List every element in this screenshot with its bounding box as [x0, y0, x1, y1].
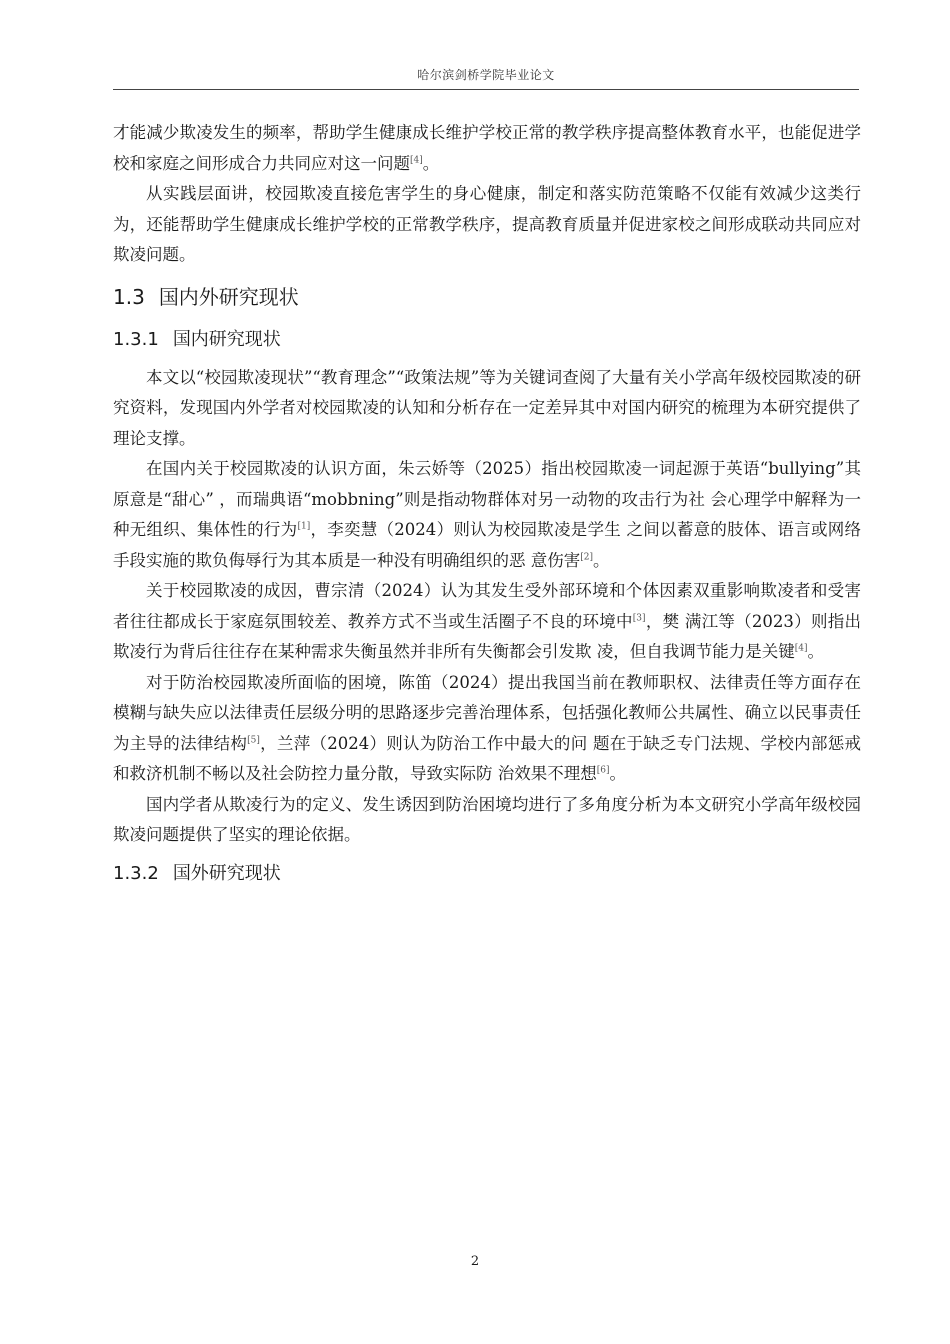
section-heading-1-3-2: [113, 857, 861, 891]
paragraph-tail: 。: [609, 764, 626, 783]
paragraph-domestic-difficulties: [113, 668, 861, 790]
citation-ref: [4]: [794, 643, 808, 654]
citation-ref: [3]: [632, 613, 646, 623]
paragraph-domestic-causes: [113, 576, 861, 668]
paragraph-continued: [113, 118, 861, 179]
section-heading-1-3: [113, 279, 861, 315]
citation-ref: [4]: [410, 155, 423, 165]
paragraph-text: 关于校园欺凌的成因，曹宗清（2024）认为其发生受外部环境和个体因素双重影响欺凌者和受害者往往都成长于家庭氛围较差、教养方式不当或生活圈子不良的环境中: [113, 581, 861, 631]
paragraph-text: ，兰萍（2024）则认为防治工作中最大的问 题在于缺乏专门法规、学校内部惩戒和救济机制不畅以及社会防控力量分散，导致实际防 治效果不理想: [113, 733, 861, 783]
section-title: 国内研究现状: [172, 328, 281, 350]
section-number: 1.3: [113, 284, 145, 309]
section-number: 1.3.2: [113, 862, 159, 884]
running-header: 哈尔滨剑桥学院毕业论文: [417, 68, 555, 82]
paragraph-domestic-definition: [113, 454, 861, 576]
paragraph-text: ，李奕慧（2024）则认为校园欺凌是学生 之间以蓄意的肢体、语言或网络手段实施的欺负侮辱行为其本质是一种没有明确组织的恶 意伤害: [113, 520, 861, 570]
citation-ref: [6]: [596, 765, 610, 776]
paragraph-domestic-intro: 本文以“校园欺凌现状”“教育理念”“政策法规”等为关键词查阅了大量有关小学高年级校园欺凌的研究资料，发现国内外学者对校园欺凌的认知和分析存在一定差异其中对国内研究的梳理为本研究提供了理论支撑。: [113, 367, 861, 448]
page-number: 2: [470, 1254, 480, 1269]
citation-ref: [2]: [580, 552, 593, 562]
section-title: 国内外研究现状: [158, 284, 299, 309]
section-title: 国外研究现状: [172, 862, 281, 884]
paragraph-tail: 。: [422, 153, 440, 173]
section-number: 1.3.1: [113, 328, 159, 350]
paragraph-text: 在国内关于校园欺凌的认识方面，朱云娇等（2025）指出校园欺凌一词起源于英语“bullying”其原意是“甜心” ，而瑞典语“mobbning”则是指动物群体对另一动物的攻击行为社 会心理学中解释为一种无组织、集体性的行为: [113, 459, 861, 539]
section-heading-1-3-1: [113, 323, 861, 357]
paragraph-tail: 。: [807, 642, 824, 661]
paragraph-practice: 从实践层面讲，校园欺凌直接危害学生的身心健康，制定和落实防范策略不仅能有效减少这类行为，还能帮助学生健康成长维护学校的正常教学秩序，提高教育质量并促进家校之间形成联动共同应对欺凌问题。: [113, 184, 861, 264]
citation-ref: [5]: [247, 735, 260, 745]
paragraph-text: 对于防治校园欺凌所面临的困境，陈笛（2024）提出我国当前在教师职权、法律责任等方面存在模糊与缺失应以法律责任层级分明的思路逐步完善治理体系，包括强化教师公共属性、确立以民事责任为主导的法律结构: [113, 672, 861, 753]
citation-ref: [1]: [297, 521, 311, 532]
paragraph-tail: 。: [593, 550, 610, 570]
paragraph-text: 才能减少欺凌发生的频率，帮助学生健康成长维护学校正常的教学秩序提高整体教育水平，也能促进学校和家庭之间形成合力共同应对这一问题: [113, 123, 861, 173]
paragraph-text: ，樊 满江等（2023）则指出欺凌行为背后往往存在某种需求失衡虽然并非所有失衡都会引发欺 凌，但自我调节能力是关键: [113, 611, 861, 661]
paragraph-domestic-summary: 国内学者从欺凌行为的定义、发生诱因到防治困境均进行了多角度分析为本文研究小学高年级校园欺凌问题提供了坚实的理论依据。: [113, 794, 861, 844]
header-rule: [113, 89, 859, 90]
page-body: [113, 118, 861, 897]
